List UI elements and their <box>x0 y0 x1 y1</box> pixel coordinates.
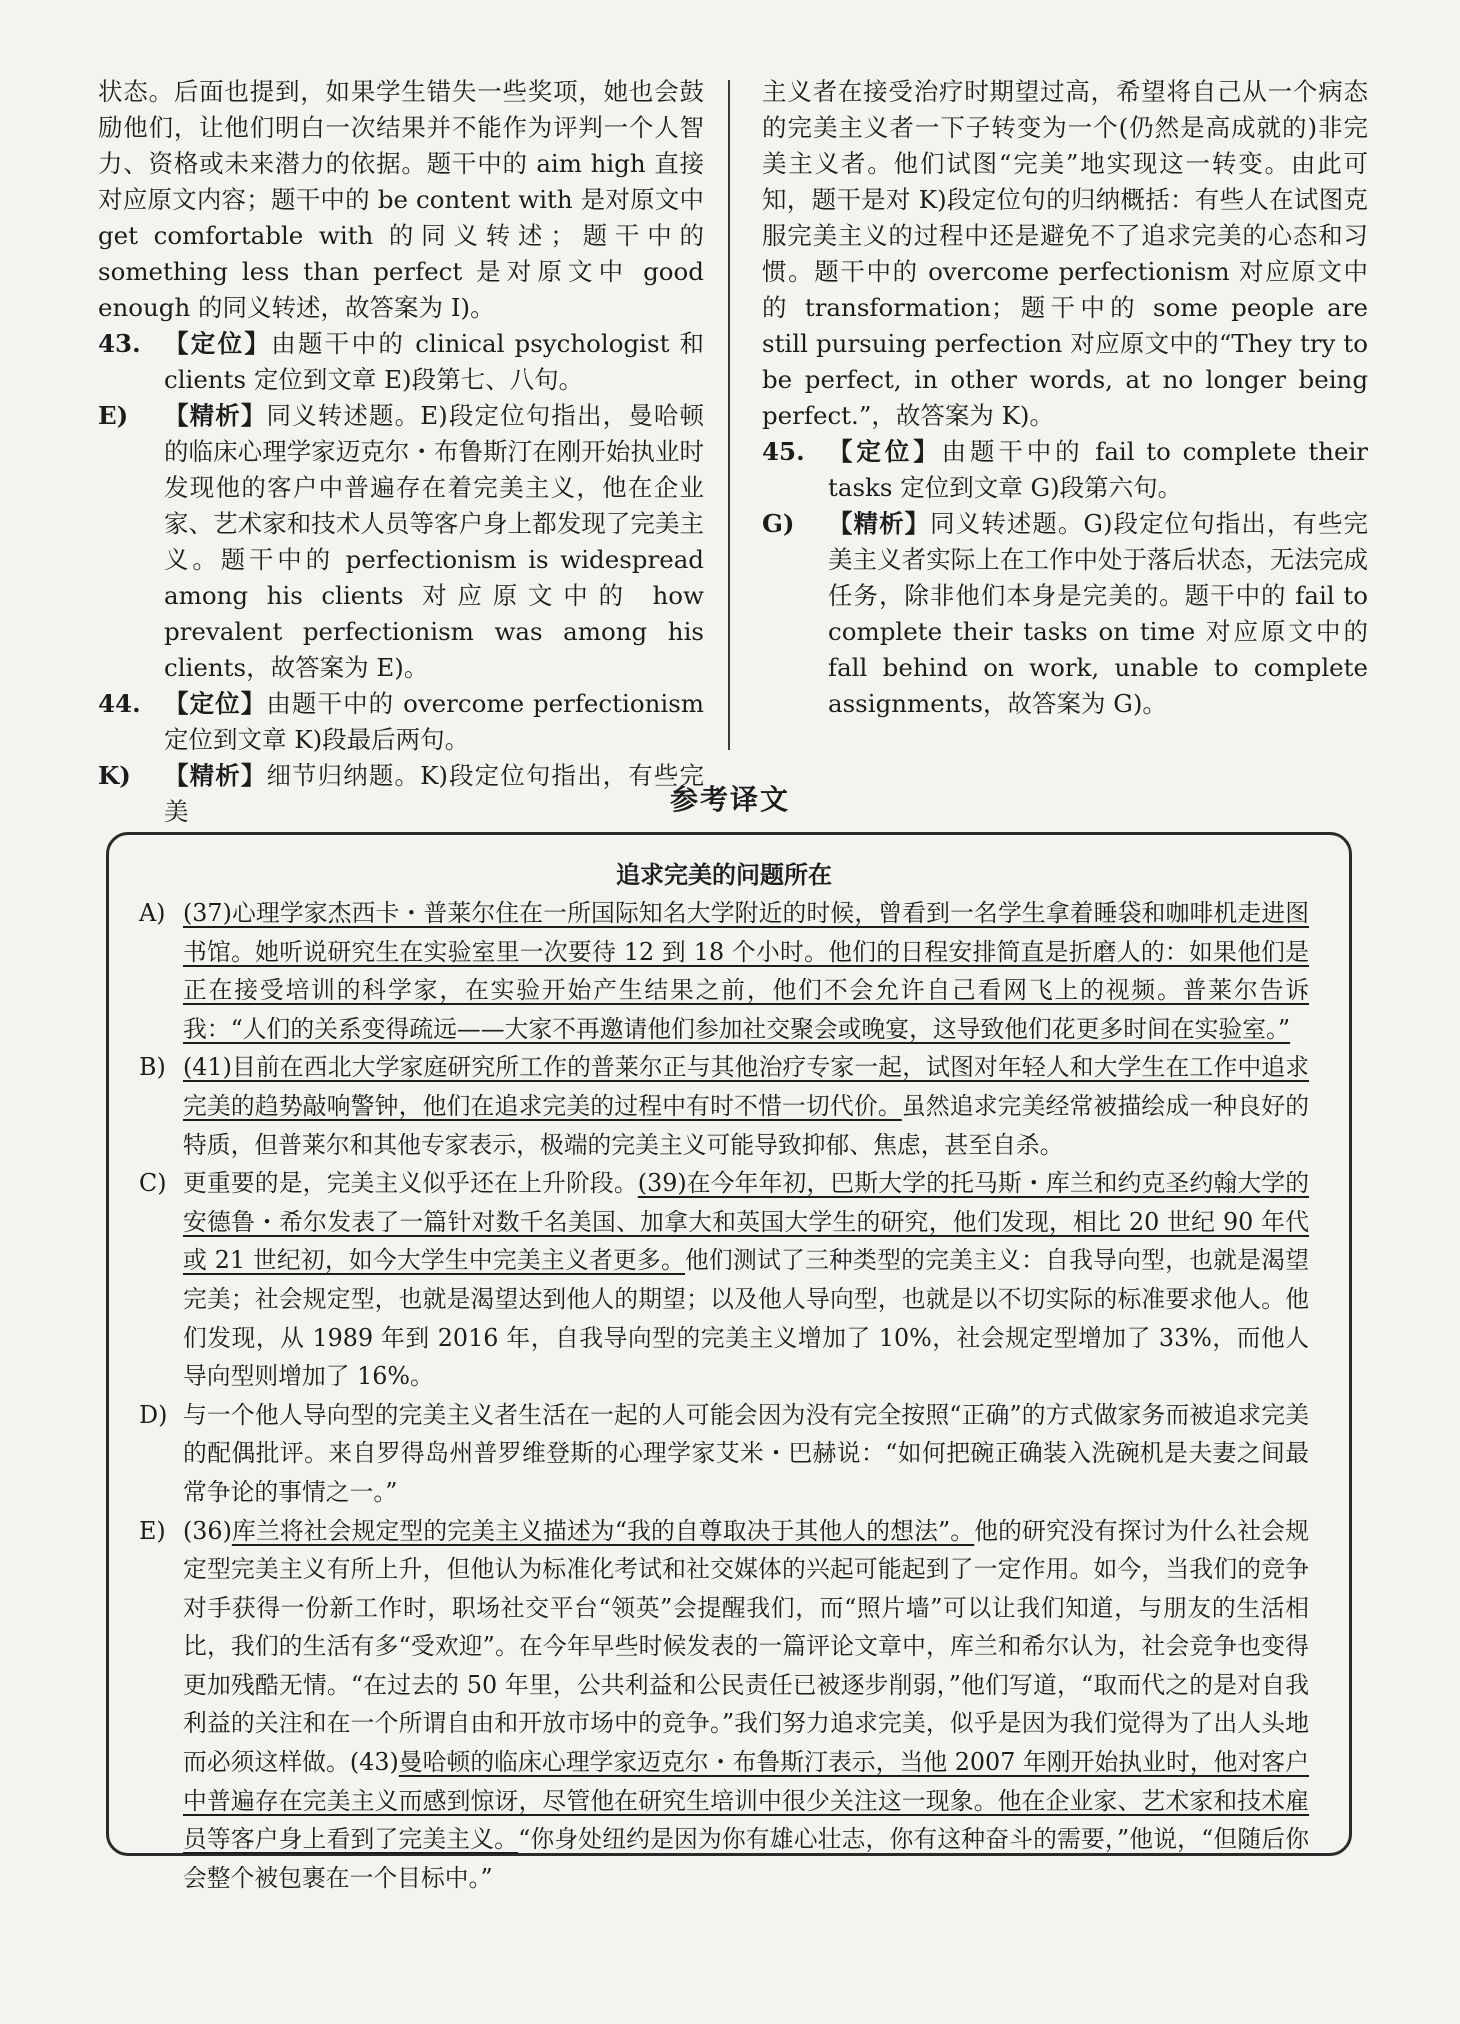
left-column <box>98 74 705 826</box>
question-43-locate <box>98 326 704 398</box>
locate-text: 由题干中的 overcome perfectionism 定位到文章 K)段最后两句。 <box>164 689 704 754</box>
paragraph-letter: D) <box>139 1400 168 1429</box>
paragraph-text: 更重要的是，完美主义似乎还在上升阶段。 <box>183 1169 638 1198</box>
question-45-locate <box>762 434 1368 506</box>
analysis-tag: 【精析】 <box>828 509 931 538</box>
paragraph-letter: B) <box>139 1053 166 1082</box>
paragraph-letter: C) <box>139 1169 167 1198</box>
paragraph-text: “你身处纽约是因为你有雄心壮志，你有这种奋斗的需要，”他说，“但随后你会整个被包裹在一个目标中。” <box>183 1825 1309 1892</box>
translation-title: 追求完美的问题所在 <box>616 861 832 889</box>
question-44-locate <box>98 686 704 758</box>
answer-letter: K) <box>98 761 131 790</box>
analysis-tag: 【精析】 <box>164 761 267 790</box>
answer-letter: G) <box>762 509 795 538</box>
column-divider <box>728 80 730 750</box>
answer-letter: E) <box>98 401 129 430</box>
translation-paragraph-a <box>139 894 1309 1048</box>
translation-paragraph-d <box>139 1396 1309 1512</box>
analysis-tag: 【精析】 <box>164 401 267 430</box>
paragraph-text: 他的研究没有探讨为什么社会规定型完美主义有所上升，但他认为标准化考试和社交媒体的兴起可能起到了一定作用。如今，当我们的竞争对手获得一份新工作时，职场社交平台“领英”会提醒我们，而“照片墙”可以让我们知道，与朋友的生活相比，我们的生活有多“受欢迎”。在今年早些时候发表的一篇评论文章中，库兰和希尔认为，社会竞争也变得更加残酷无情。“在过去的 50 年里，公共利益和公民责任已被逐步削弱，”他们写道，“取而代之的是对自我利益的关注和在一个所谓自由和开放市场中的竞争。”我们努力追求完美，似乎是因为我们觉得为了出人头地而必须这样做。(43) <box>183 1516 1309 1777</box>
paragraph-text: 与一个他人导向型的完美主义者生活在一起的人可能会因为没有完全按照“正确”的方式做家务而被追求完美的配偶批评。来自罗得岛州普罗维登斯的心理学家艾米・巴赫说：“如何把碗正确装入洗碗机是夫妻之间最常争论的事情之一。” <box>183 1400 1309 1506</box>
locate-text: 由题干中的 clinical psychologist 和 clients 定位到文章 E)段第七、八句。 <box>164 329 705 394</box>
continued-paragraph: 状态。后面也提到，如果学生错失一些奖项，她也会鼓励他们，让他们明白一次结果并不能作为评判一个人智力、资格或未来潜力的依据。题干中的 aim high 直接对应原文内容；题干中的 be content with 是对原文中 get comfortable with 的同义转述；题干中的 something less than perfect 是对原文中 good enough 的同义转述，故答案为 I)。 <box>98 77 704 322</box>
section-title: 参考译文 <box>669 783 790 816</box>
question-number: 44. <box>98 689 141 718</box>
underlined-sentence: 曼哈顿的临床心理学家迈克尔・布鲁斯汀表示，当他 2007 年刚开始执业时，他对客户中普遍存在完美主义而感到惊讶，尽管他在研究生培训中很少关注这一现象。他在企业家、艺术家和技术雇员等客户身上看到了完美主义。 <box>183 1748 1309 1854</box>
paragraph-letter: A) <box>139 899 166 927</box>
underlined-sentence: 库兰将社会规定型的完美主义描述为“我的自尊取决于其他人的想法”。 <box>231 1516 975 1545</box>
continued-paragraph: 主义者在接受治疗时期望过高，希望将自己从一个病态的完美主义者一下子转变为一个(仍然是高成就的)非完美主义者。他们试图“完美”地实现这一转变。由此可知，题干是对 K)段定位句的归纳概括：有些人在试图克服完美主义的过程中还是避免不了追求完美的心态和习惯。题干中的 overcome perfectionism 对应原文中的 transformation；题干中的 some people are still pursuing perfection 对应原文中的“They try to be perfect, in other words, at no longer being perfect.”，故答案为 K)。 <box>762 77 1368 430</box>
answer-e-analysis <box>98 398 704 686</box>
translation-paragraph-c <box>139 1164 1309 1396</box>
locate-text: 由题干中的 fail to complete their tasks 定位到文章 G)段第六句。 <box>828 437 1368 502</box>
locate-tag: 【定位】 <box>164 329 272 358</box>
paragraph-text: 虽然追求完美经常被描绘成一种良好的特质，但普莱尔和其他专家表示，极端的完美主义可能导致抑郁、焦虑，甚至自杀。 <box>183 1091 1309 1159</box>
underlined-sentence: (41)目前在西北大学家庭研究所工作的普莱尔正与其他治疗专家一起，试图对年轻人和大学生在工作中追求完美的趋势敲响警钟，他们在追求完美的过程中有时不惜一切代价。 <box>183 1053 1309 1120</box>
paragraph-text: (36) <box>183 1516 232 1545</box>
analysis-text: 同义转述题。E)段定位句指出，曼哈顿的临床心理学家迈克尔・布鲁斯汀在刚开始执业时发现他的客户中普遍存在着完美主义，他在企业家、艺术家和技术人员等客户身上都发现了完美主义。题干中的 perfectionism is widespread among his clients 对应原文中的 how prevalent perfectionism was among his clients，故答案为 E)。 <box>164 401 704 682</box>
question-number: 45. <box>762 437 805 466</box>
analysis-text: 同义转述题。G)段定位句指出，有些完美主义者实际上在工作中处于落后状态，无法完成任务，除非他们本身是完美的。题干中的 fail to complete their tasks on time 对应原文中的 fall behind on work, unable to complete assignments，故答案为 G)。 <box>828 509 1368 718</box>
translation-box <box>106 832 1352 1892</box>
underlined-sentence: (37)心理学家杰西卡・普莱尔住在一所国际知名大学附近的时候，曾看到一名学生拿着睡袋和咖啡机走进图书馆。她听说研究生在实验室里一次要待 12 到 18 个小时。他们的日程安排简直是折磨人的：如果他们是正在接受培训的科学家，在实验开始产生结果之前，他们不会允许自己看网飞上的视频。普莱尔告诉我：“人们的关系变得疏远——大家不再邀请他们参加社交聚会或晚宴，这导致他们花更多时间在实验室。” <box>183 899 1309 1043</box>
locate-tag: 【定位】 <box>828 437 942 466</box>
question-number: 43. <box>98 329 141 358</box>
paragraph-text: 他们测试了三种类型的完美主义：自我导向型，也就是渴望完美；社会规定型，也就是渴望达到他人的期望；以及他人导向型，也就是以不切实际的标准要求他人。他们发现，从 1989 年到 2016 年，自我导向型的完美主义增加了 10%，社会规定型增加了 33%，而他人导向型则增加了 16%。 <box>183 1246 1309 1391</box>
translation-paragraph-b <box>139 1048 1309 1164</box>
translation-paragraph-e <box>139 1512 1309 1898</box>
paragraph-letter: E) <box>139 1516 166 1545</box>
underlined-sentence: (39)在今年年初，巴斯大学的托马斯・库兰和约克圣约翰大学的安德鲁・希尔发表了一篇针对数千名美国、加拿大和英国大学生的研究，他们发现，相比 20 世纪 90 年代或 21 世纪初，如今大学生中完美主义者更多。 <box>183 1169 1309 1275</box>
right-column <box>762 74 1368 764</box>
locate-tag: 【定位】 <box>164 689 267 718</box>
analysis-text: 细节归纳题。K)段定位句指出，有些完美 <box>164 761 704 826</box>
answer-g-analysis <box>762 506 1368 722</box>
